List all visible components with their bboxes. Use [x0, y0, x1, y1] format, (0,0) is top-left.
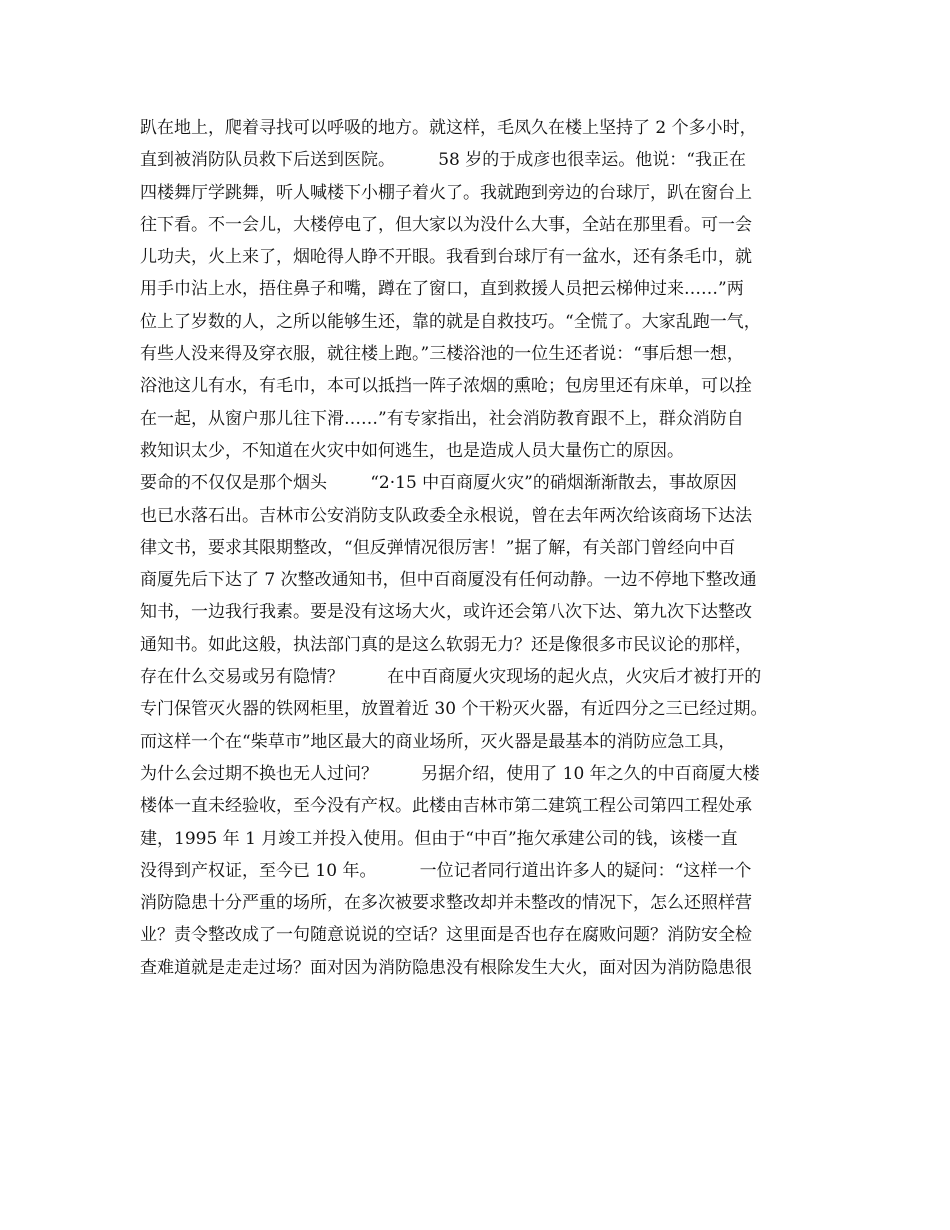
- text-line-25: 消防隐患十分严重的场所，在多次被要求整改却并未整改的情况下，怎么还照样营: [140, 893, 752, 914]
- text-line-6: 用手巾沾上水，捂住鼻子和嘴，蹲在了窗口，直到救援人员把云梯伸过来……”两: [140, 279, 744, 300]
- text-line-12: 要命的不仅仅是那个烟头 “2·15 中百商厦火灾”的硝烟渐渐散去，事故原因: [140, 473, 737, 494]
- text-line-2: 直到被消防队员救下后送到医院。 58 岁的于成彦也很幸运。他说：“我正在: [140, 150, 746, 171]
- text-line-11: 救知识太少，不知道在火灾中如何逃生，也是造成人员大量伤亡的原因。: [140, 440, 684, 461]
- text-line-13: 也已水落石出。吉林市公安消防支队政委全永根说，曾在去年两次给该商场下达法: [140, 505, 752, 526]
- text-line-1: 趴在地上，爬着寻找可以呼吸的地方。就这样，毛凤久在楼上坚持了 2 个多小时，: [140, 118, 757, 138]
- article-body: [140, 112, 820, 984]
- text-line-8: 有些人没来得及穿衣服，就往楼上跑。”三楼浴池的一位生还者说：“事后想一想，: [140, 344, 744, 365]
- text-line-22: 楼体一直未经验收，至今没有产权。此楼由吉林市第二建筑工程公司第四工程处承: [140, 796, 752, 817]
- text-line-10: 在一起，从窗户那儿往下滑……”有专家指出，社会消防教育跟不上，群众消防自: [140, 408, 744, 429]
- text-line-19: 专门保管灭火器的铁网柜里，放置着近 30 个干粉灭火器，有近四分之三已经过期。: [140, 699, 768, 720]
- text-line-5: 儿功夫，火上来了，烟呛得人睁不开眼。我看到台球厅有一盆水，还有条毛巾，就: [140, 247, 752, 268]
- text-line-7: 位上了岁数的人，之所以能够生还，靠的就是自救技巧。“全慌了。大家乱跑一气，: [140, 311, 761, 332]
- text-line-21: 为什么会过期不换也无人过问？ 另据介绍，使用了 10 年之久的中百商厦大楼: [140, 763, 760, 784]
- text-line-26: 业？责令整改成了一句随意说说的空话？这里面是否也存在腐败问题？消防安全检: [140, 925, 752, 946]
- text-line-18: 存在什么交易或另有隐情？ 在中百商厦火灾现场的起火点，火灾后才被打开的: [140, 667, 762, 688]
- text-line-9: 浴池这儿有水，有毛巾，本可以抵挡一阵子浓烟的熏呛；包房里还有床单，可以拴: [140, 376, 752, 397]
- text-line-24: 没得到产权证，至今已 10 年。 一位记者同行道出许多人的疑问：“这样一个: [140, 860, 752, 881]
- text-line-17: 通知书。如此这般，执法部门真的是这么软弱无力？还是像很多市民议论的那样，: [140, 634, 752, 655]
- text-line-20: 而这样一个在“柴草市”地区最大的商业场所，灭火器是最基本的消防应急工具，: [140, 731, 736, 752]
- text-line-3: 四楼舞厅学跳舞，听人喊楼下小棚子着火了。我就跑到旁边的台球厅，趴在窗台上: [140, 182, 752, 203]
- text-line-14: 律文书，要求其限期整改，“但反弹情况很厉害！”据了解，有关部门曾经向中百: [140, 537, 736, 558]
- text-line-27: 查难道就是走走过场？面对因为消防隐患没有根除发生大火，面对因为消防隐患很: [140, 957, 752, 978]
- text-line-16: 知书，一边我行我素。要是没有这场大火，或许还会第八次下达、第九次下达整改: [140, 602, 752, 623]
- text-line-23: 建，1995 年 1 月竣工并投入使用。但由于“中百”拖欠承建公司的钱，该楼一直: [140, 828, 738, 849]
- text-line-15: 商厦先后下达了 7 次整改通知书，但中百商厦没有任何动静。一边不停地下整改通: [140, 570, 757, 591]
- text-line-4: 往下看。不一会儿，大楼停电了，但大家以为没什么大事，全站在那里看。可一会: [140, 214, 752, 235]
